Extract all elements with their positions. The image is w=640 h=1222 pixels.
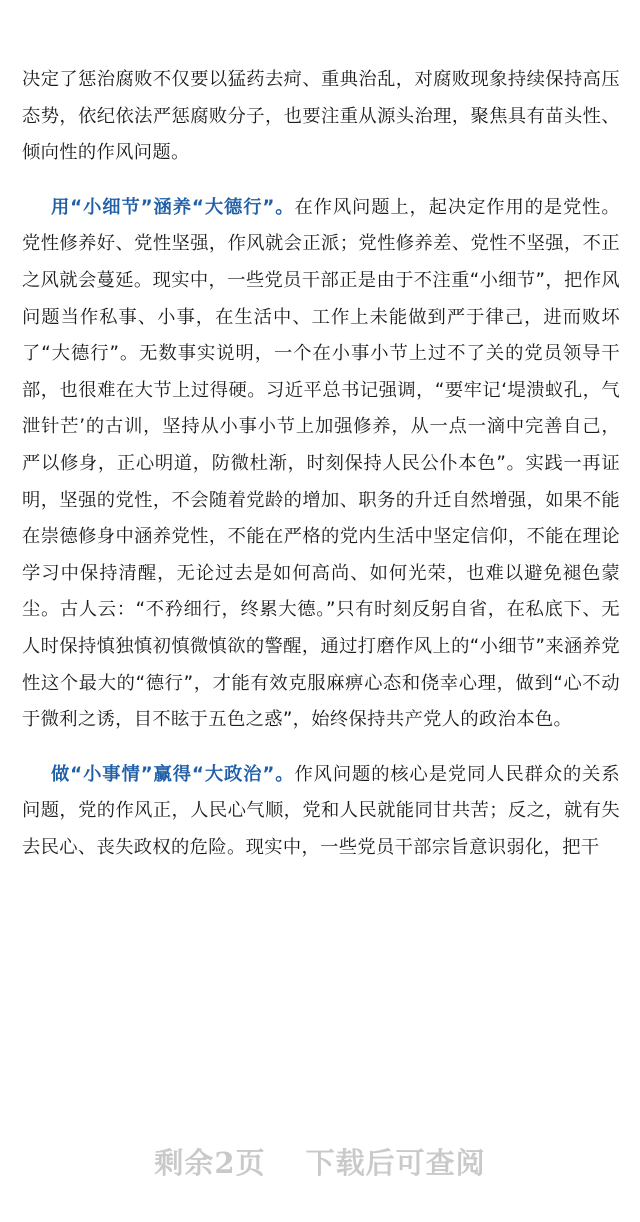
download-prompt[interactable] <box>0 1136 640 1186</box>
paragraph-2 <box>22 190 620 739</box>
paragraph-3 <box>22 757 620 867</box>
paragraph-1: 决定了惩治腐败不仅要以猛药去疴、重典治乱，对腐败现象持续保持高压态势，依纪依法严惩腐败分子，也要注重从源头治理，聚焦具有苗头性、倾向性的作风问题。 <box>22 69 620 164</box>
paragraph-2-text: 在作风问题上，起决定作用的是党性。党性修养好、党性坚强，作风就会正派；党性修养差、党性不坚强，不正之风就会蔓延。现实中，一些党员干部正是由于不注重“小细节”，把作风问题当作私事、小事，在生活中、工作上未能做到严于律己，进而败坏了“大德行”。无数事实说明，一个在小事小节上过不了关的党员领导干部，也很难在大节上过得硬。习近平总书记强调，“要牢记‘堤溃蚁孔，气泄针芒’的古训，坚持从小事小节上加强修养，从一点一滴中完善自己，严以修身，正心明道，防微杜渐，时刻保持人民公仆本色”。实践一再证明，坚强的党性，不会随着党龄的增加、职务的升迁自然增强，如果不能在崇德修身中涵养党性，不能在严格的党内生活中坚定信仰，不能在理论学习中保持清醒，无论过去是如何高尚、如何光荣，也难以避免褪色蒙尘。古人云：“不矜细行，终累大德。”只有时刻反躬自省，在私底下、无人时保持慎独慎初慎微慎欲的警醒，通过打磨作风上的“小细节”来涵养党性这个最大的“德行”，才能有效克服麻痹心态和侥幸心理，做到“心不动于微利之诱，目不眩于五色之惑”，始终保持共产党人的政治本色。 <box>22 196 620 731</box>
paragraph-3-heading: 做“小事情”赢得“大政治”。 <box>51 763 295 785</box>
article-body <box>22 62 620 866</box>
download-to-view-label[interactable]: 下载后可查阅 <box>305 1145 486 1180</box>
paragraph-3-text: 作风问题的核心是党同人民群众的关系问题，党的作风正，人民心气顺，党和人民就能同甘共苦；反之，就有失去民心、丧失政权的危险。现实中，一些党员干部宗旨意识弱化，把干 <box>22 763 620 858</box>
paragraph-2-heading: 用“小细节”涵养“大德行”。 <box>51 196 295 218</box>
remaining-pages-label[interactable]: 剩余2页 <box>154 1145 266 1180</box>
